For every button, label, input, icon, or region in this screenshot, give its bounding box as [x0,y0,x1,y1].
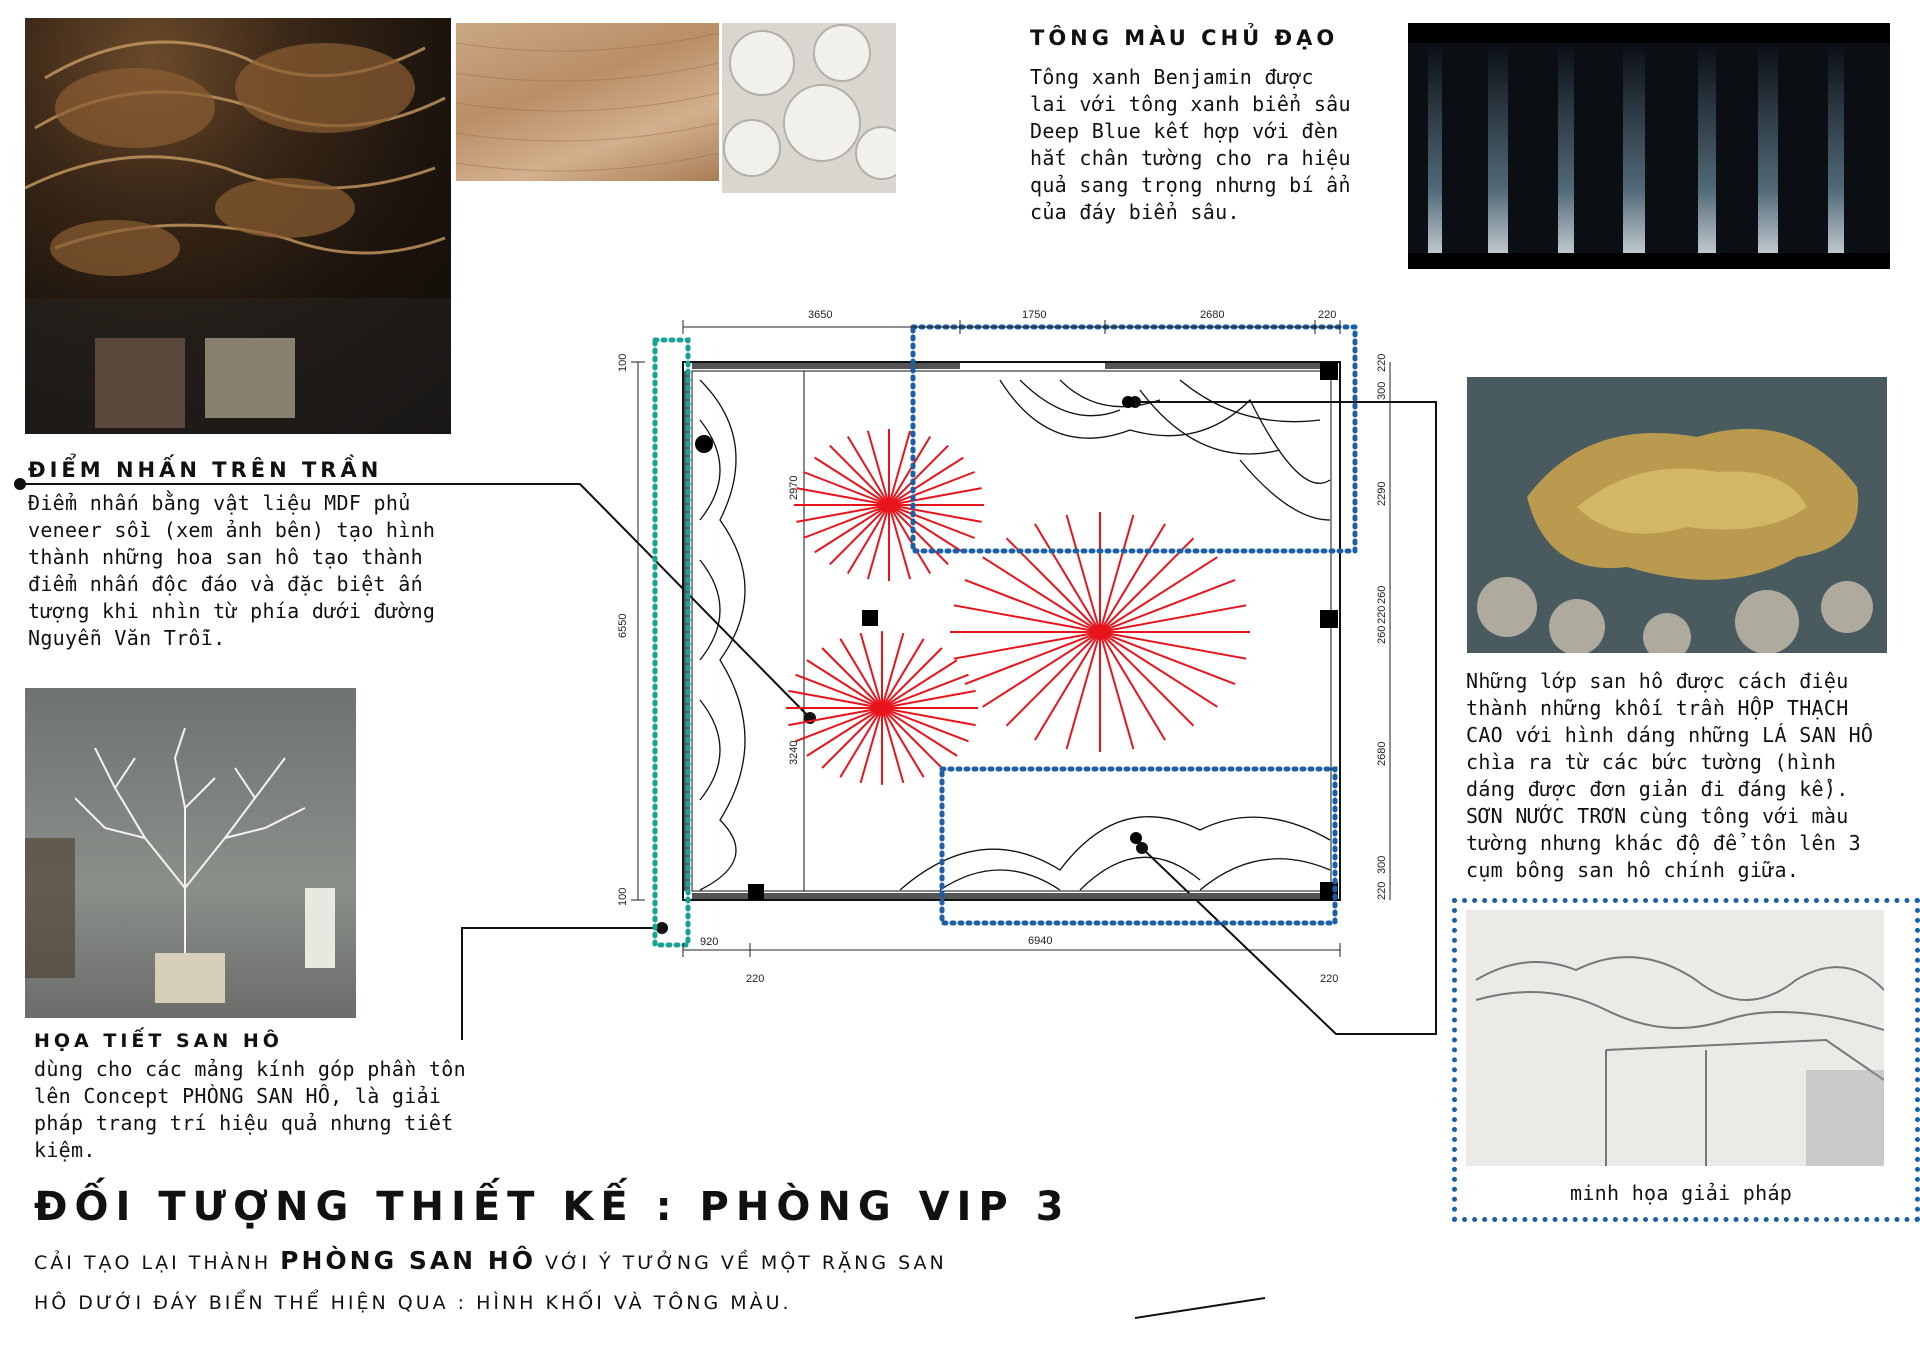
dim-right-4: 260 [1376,585,1388,604]
sketch-caption: minh họa giải pháp [1570,1181,1793,1205]
burst-center [885,501,893,509]
burst-ray [965,580,1100,632]
dim-left-main: 6550 [617,613,629,638]
text-line: Tông xanh Benjamin được [1030,65,1314,89]
text-line: kiệm. [34,1138,96,1162]
text-line: cụm bông san hô chính giữa. [1466,858,1800,882]
subtitle-part: CẢI TẠO LẠI THÀNH [34,1252,281,1274]
color-tone-heading: TÔNG MÀU CHỦ ĐẠO [1030,26,1339,50]
text-line: chìa ra từ các bức tường (hình [1466,750,1837,774]
dimension-labels [617,309,1388,985]
callout-dot [1136,842,1148,854]
callout-dot [14,478,26,490]
text-line: điểm nhấn độc đáo và đặc biệt ấn [28,572,423,596]
dim-right-3: 2290 [1376,481,1388,506]
text-line: quả sang trọng nhưng bí ẩn [1030,173,1351,197]
dim-top-4: 220 [1318,309,1337,321]
dim-right-2: 300 [1376,381,1388,400]
burst-ray [1100,580,1235,632]
dim-top-2: 1750 [1022,309,1047,321]
text-line: thành những hoa san hô tạo thành [28,545,423,569]
dim-inner-1: 2970 [788,475,800,500]
text-line: SƠN NƯỚC TRƠN cùng tông với màu [1466,804,1849,828]
dim-right-9: 220 [1376,881,1388,900]
subtitle-line-2: HÔ DƯỚI ĐÁY BIỂN THỂ HIỆN QUA : HÌNH KHỐI VÀ TÔNG MÀU. [34,1292,792,1314]
text-line: Nguyễn Văn Trỗi. [28,626,226,650]
ceiling-heading: ĐIỂM NHẤN TRÊN TRẦN [28,458,383,482]
dim-top-1: 3650 [808,309,833,321]
pattern-heading: HỌA TIẾT SAN HÔ [34,1030,283,1052]
dim-inner-2: 3240 [788,740,800,765]
burst-ray [1035,524,1100,632]
dim-right-8: 300 [1376,855,1388,874]
dim-left-bottom: 100 [617,887,629,906]
burst-center [1096,628,1104,636]
coral-burst-marks [786,429,1250,785]
text-line: pháp trang trí hiệu quả nhưng tiết [34,1111,454,1135]
burst-ray [965,632,1100,684]
dim-bottom-2: 6940 [1028,935,1053,947]
text-line: tượng khi nhìn từ phía dưới đường [28,599,436,623]
text-line: Deep Blue kết hợp với đèn [1030,119,1339,143]
callout-dot [656,922,668,934]
text-line: Điểm nhấn bằng vật liệu MDF phủ [28,491,411,515]
dim-bottom2-1: 220 [746,973,765,985]
burst-ray [1035,632,1100,740]
burst-ray [1100,524,1165,632]
zone-blue-top [913,327,1355,551]
burst-ray [1100,632,1165,740]
dim-top-3: 2680 [1200,309,1225,321]
text-line: lai với tông xanh biển sâu [1030,92,1351,116]
dim-right-1: 220 [1376,353,1388,372]
text-line: Những lớp san hô được cách điệu [1466,669,1849,693]
coral-leaf-pattern [700,380,1330,890]
burst-center [878,704,886,712]
subtitle-emphasis: PHÒNG SAN HÔ [280,1246,536,1275]
dim-left-top: 100 [617,353,629,372]
text-line: veneer sồi (xem ảnh bên) tạo hình [28,518,436,542]
text-line: của đáy biển sâu. [1030,200,1240,224]
dim-right-5: 220 [1376,605,1388,624]
text-line: dáng được đơn giản đi đáng kể). [1466,777,1849,801]
dim-right-7: 2680 [1376,741,1388,766]
text-line: thành những khối trần HỘP THẠCH [1466,696,1849,720]
page-title: ĐỐI TƯỢNG THIẾT KẾ : PHÒNG VIP 3 [34,1184,1071,1230]
text-line: tường nhưng khác độ để tôn lên 3 [1466,831,1861,855]
text-line: hắt chân tường cho ra hiệu [1030,146,1351,170]
dim-right-6: 260 [1376,625,1388,644]
dim-bottom2-2: 220 [1320,973,1339,985]
text-line: dùng cho các mảng kính góp phần tôn [34,1057,466,1081]
text-line: lên Concept PHÒNG SAN HÔ, là giải [34,1084,442,1108]
burst-ray [1100,632,1235,684]
dim-bottom-1: 920 [700,936,719,948]
text-line: CAO với hình dáng những LÁ SAN HÔ [1466,723,1874,747]
subtitle-part: VỚI Ý TƯỞNG VỀ MỘT RẶNG SAN [535,1252,947,1274]
callout-lines [20,402,1436,1318]
